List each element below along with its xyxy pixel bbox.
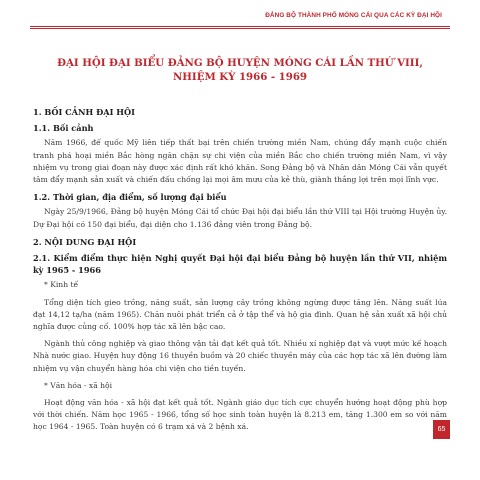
running-header: ĐẢNG BỘ THÀNH PHỐ MÓNG CÁI QUA CÁC KỲ ĐẠI HỘI (265, 12, 442, 19)
culture-label: * Văn hóa - xã hội (44, 380, 113, 390)
paragraph-economy-2: Ngành thủ công nghiệp và giao thông vận tải đạt kết quả tốt. Nhiều xí nghiệp đạt và vượt mức kế hoạch Nhà nước giao. Huyện huy động 16 thuyền buồm và 20 chiếc thuyền máy của các hợp tác xã lên đường làm nhiệm vụ vận chuyển hàng hóa chi viện cho tiền tuyến. (33, 339, 447, 373)
paragraph-culture: Hoạt động văn hóa - xã hội đạt kết quả tốt. Ngành giáo dục tích cực chuyển hướng hoạt động phù hợp với thời chiến. Năm học 1965 - 1966, tổng số học sinh toàn huyện là 8.213 em, tăng 1.300 em so với năm học 1964 - 1965. Toàn huyện có 6 trạm xá và 2 bệnh xá. (33, 398, 447, 432)
subsection-heading-1-1: 1.1. Bối cảnh (33, 123, 94, 134)
title-line-2: NHIỆM KỲ 1966 - 1969 (173, 71, 307, 83)
page-title (33, 56, 447, 84)
subsection-heading-2-1: 2.1. Kiểm điểm thực hiện Nghị quyết Đại hội đại biểu Đảng bộ huyện lần thứ VII, nhiệm kỳ 1965 - 1966 (33, 253, 447, 276)
section-heading-2: 2. NỘI DUNG ĐẠI HỘI (33, 236, 137, 247)
header-rule-thin (30, 28, 450, 29)
page-number: 65 (437, 426, 446, 433)
header-rule (30, 26, 450, 27)
paragraph-economy-1: Tổng diện tích gieo trồng, năng suất, sản lượng cây trồng không ngừng được tăng lên. Năng suất lúa đạt 14,12 tạ/ha (năm 1965). Chăn nuôi phát triển cả ở tập thể và hộ gia đình. Quan hệ sản xuất xã hội chủ nghĩa được củng cố. 100% hợp tác xã lên bậc cao. (33, 297, 447, 332)
paragraph-time-place: Ngày 25/9/1966, Đảng bộ huyện Móng Cái tổ chức Đại hội đại biểu lần thứ VIII tại Hội trường Huyện ủy. Dự Đại hội có 150 đại biểu, đại diện cho 1.136 đảng viên trong Đảng bộ. (33, 207, 447, 229)
title-line-1: ĐẠI HỘI ĐẠI BIỂU ĐẢNG BỘ HUYỆN MÓNG CÁI LẦN THỨ VIII, (57, 57, 423, 69)
page-body (33, 56, 447, 439)
paragraph-context: Năm 1966, đế quốc Mỹ liên tiếp thất bại trên chiến trường miền Nam, chúng đẩy mạnh cuộc chiến tranh phá hoại miền Bắc hòng ngăn chặn sự chi viện của miền Bắc cho chiến trường miền Nam, vì vậy nhiệm vụ trong giai đoạn này được xác định rất khó khăn. Song Đảng bộ và Nhân dân Móng Cái vẫn quyết tâm đẩy mạnh sản xuất và chiến đấu chống lại mọi âm mưu của kẻ thù, giành thắng lợi trên mọi lĩnh vực. (33, 138, 447, 185)
economy-label: * Kinh tế (44, 280, 79, 290)
page-number-badge (433, 420, 450, 439)
subsection-heading-1-2: 1.2. Thời gian, địa điểm, số lượng đại biểu (33, 192, 227, 203)
section-heading-1: 1. BỐI CẢNH ĐẠI HỘI (33, 107, 135, 117)
